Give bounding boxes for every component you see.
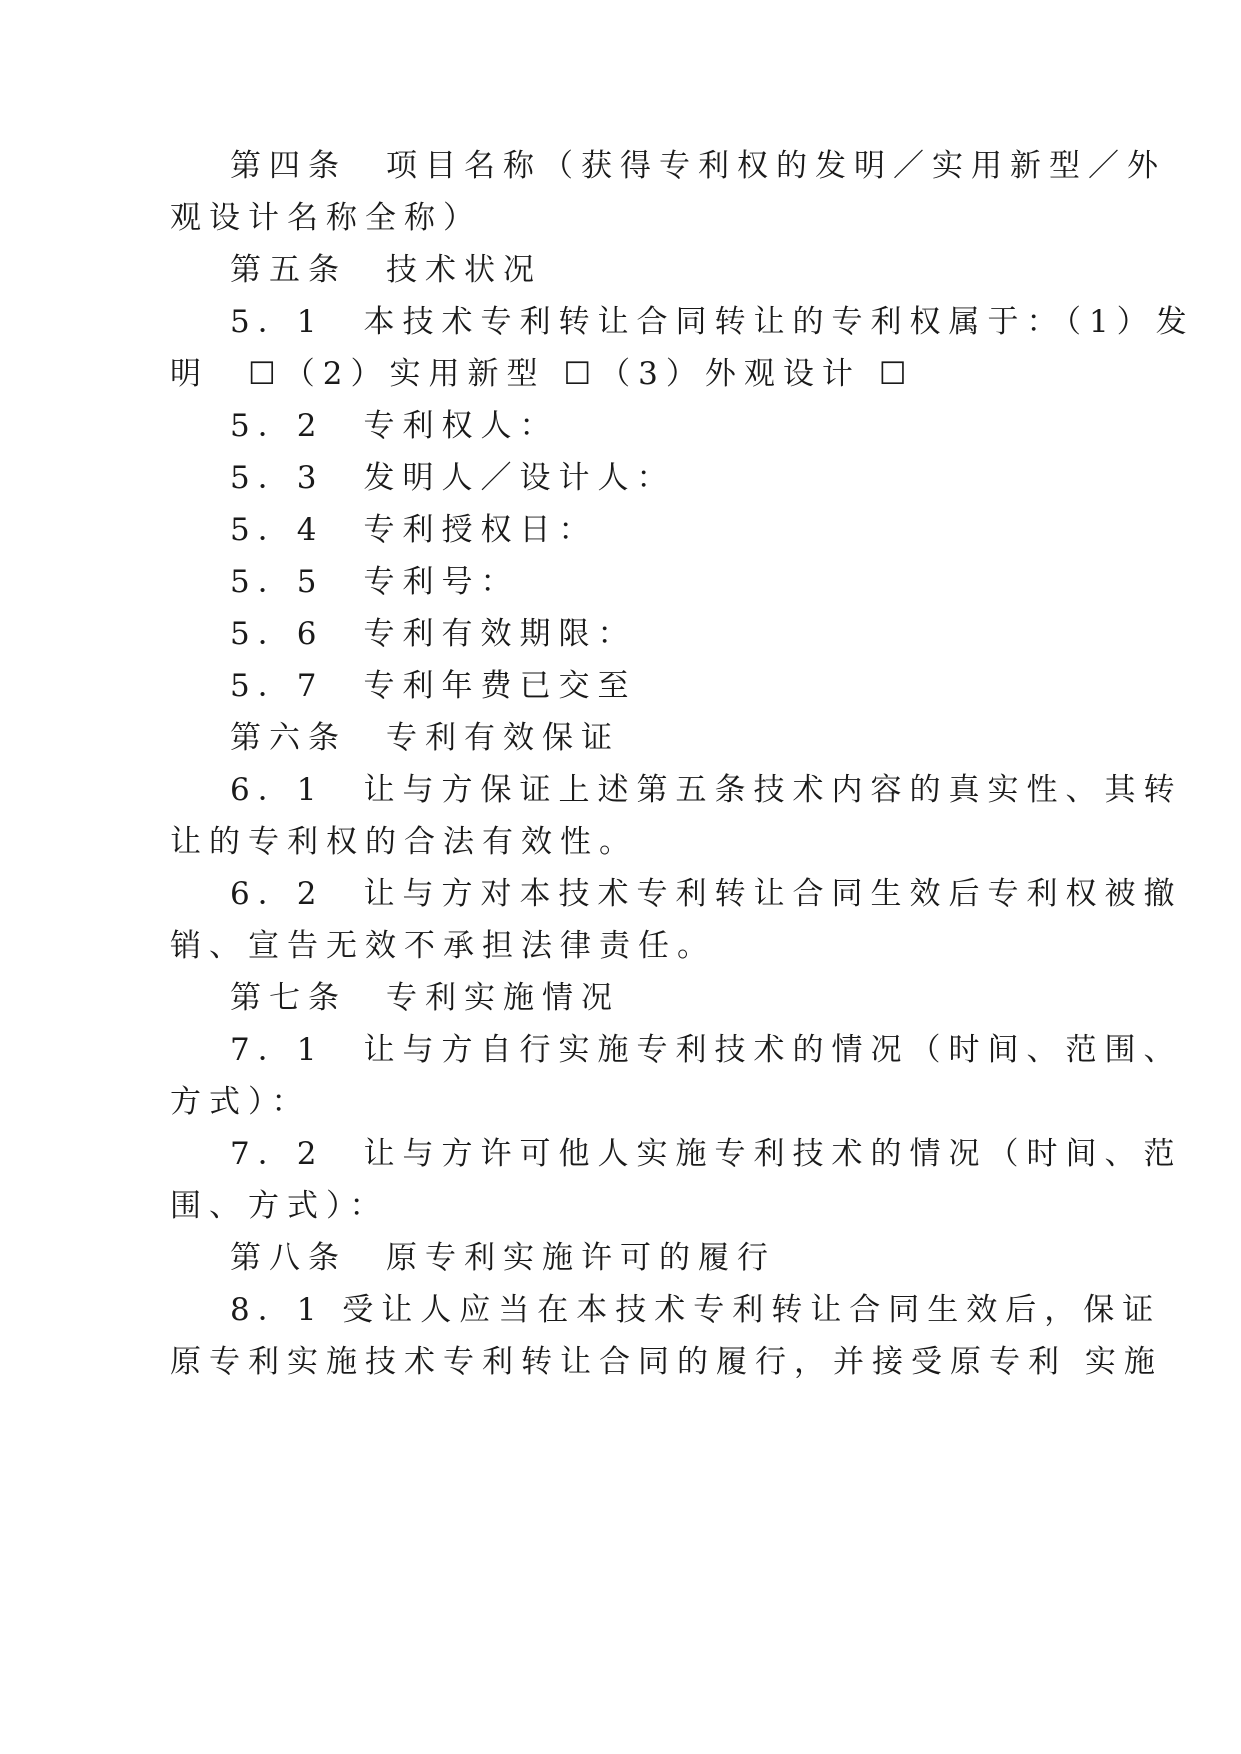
clause-6-1-cont: 让的专利权的合法有效性。	[170, 824, 638, 860]
clause-6-2-cont: 销、宣告无效不承担法律责任。	[170, 928, 716, 964]
article-5-heading: 第五条 技术状况	[230, 252, 542, 288]
clause-6-2: 6．2 让与方对本技术专利转让合同生效后专利权被撤	[230, 876, 1183, 912]
clause-5-5: 5．5 专利号：	[230, 564, 520, 600]
clause-7-2: 7．2 让与方许可他人实施专利技术的情况（时间、范	[230, 1136, 1183, 1172]
clause-5-6: 5．6 专利有效期限：	[230, 616, 637, 652]
article-4-heading: 第四条 项目名称（获得专利权的发明／实用新型／外	[230, 148, 1166, 184]
article-8-heading: 第八条 原专利实施许可的履行	[230, 1240, 776, 1276]
clause-7-1: 7．1 让与方自行实施专利技术的情况（时间、范围、	[230, 1032, 1183, 1068]
clause-8-1-cont: 原专利实施技术专利转让合同的履行，并接受原专利 实施	[170, 1344, 1163, 1380]
clause-5-1: 5．1 本技术专利转让合同转让的专利权属于：（1）发	[230, 304, 1195, 340]
clause-5-2: 5．2 专利权人：	[230, 408, 559, 444]
clause-7-1-cont: 方式）：	[170, 1084, 311, 1120]
clause-5-4: 5．4 专利授权日：	[230, 512, 598, 548]
clause-6-1: 6．1 让与方保证上述第五条技术内容的真实性、其转	[230, 772, 1183, 808]
clause-5-1-options: 明 ☐（2）实用新型 ☐（3）外观设计 ☐	[170, 356, 915, 392]
clause-5-7: 5．7 专利年费已交至	[230, 668, 637, 704]
clause-7-2-cont: 围、方式）：	[170, 1188, 389, 1224]
clause-5-3: 5．3 发明人／设计人：	[230, 460, 676, 496]
clause-8-1: 8．1 受让人应当在本技术专利转让合同生效后，保证	[230, 1292, 1162, 1328]
article-7-heading: 第七条 专利实施情况	[230, 980, 620, 1016]
article-4-heading-cont: 观设计名称全称）	[170, 200, 482, 236]
article-6-heading: 第六条 专利有效保证	[230, 720, 620, 756]
